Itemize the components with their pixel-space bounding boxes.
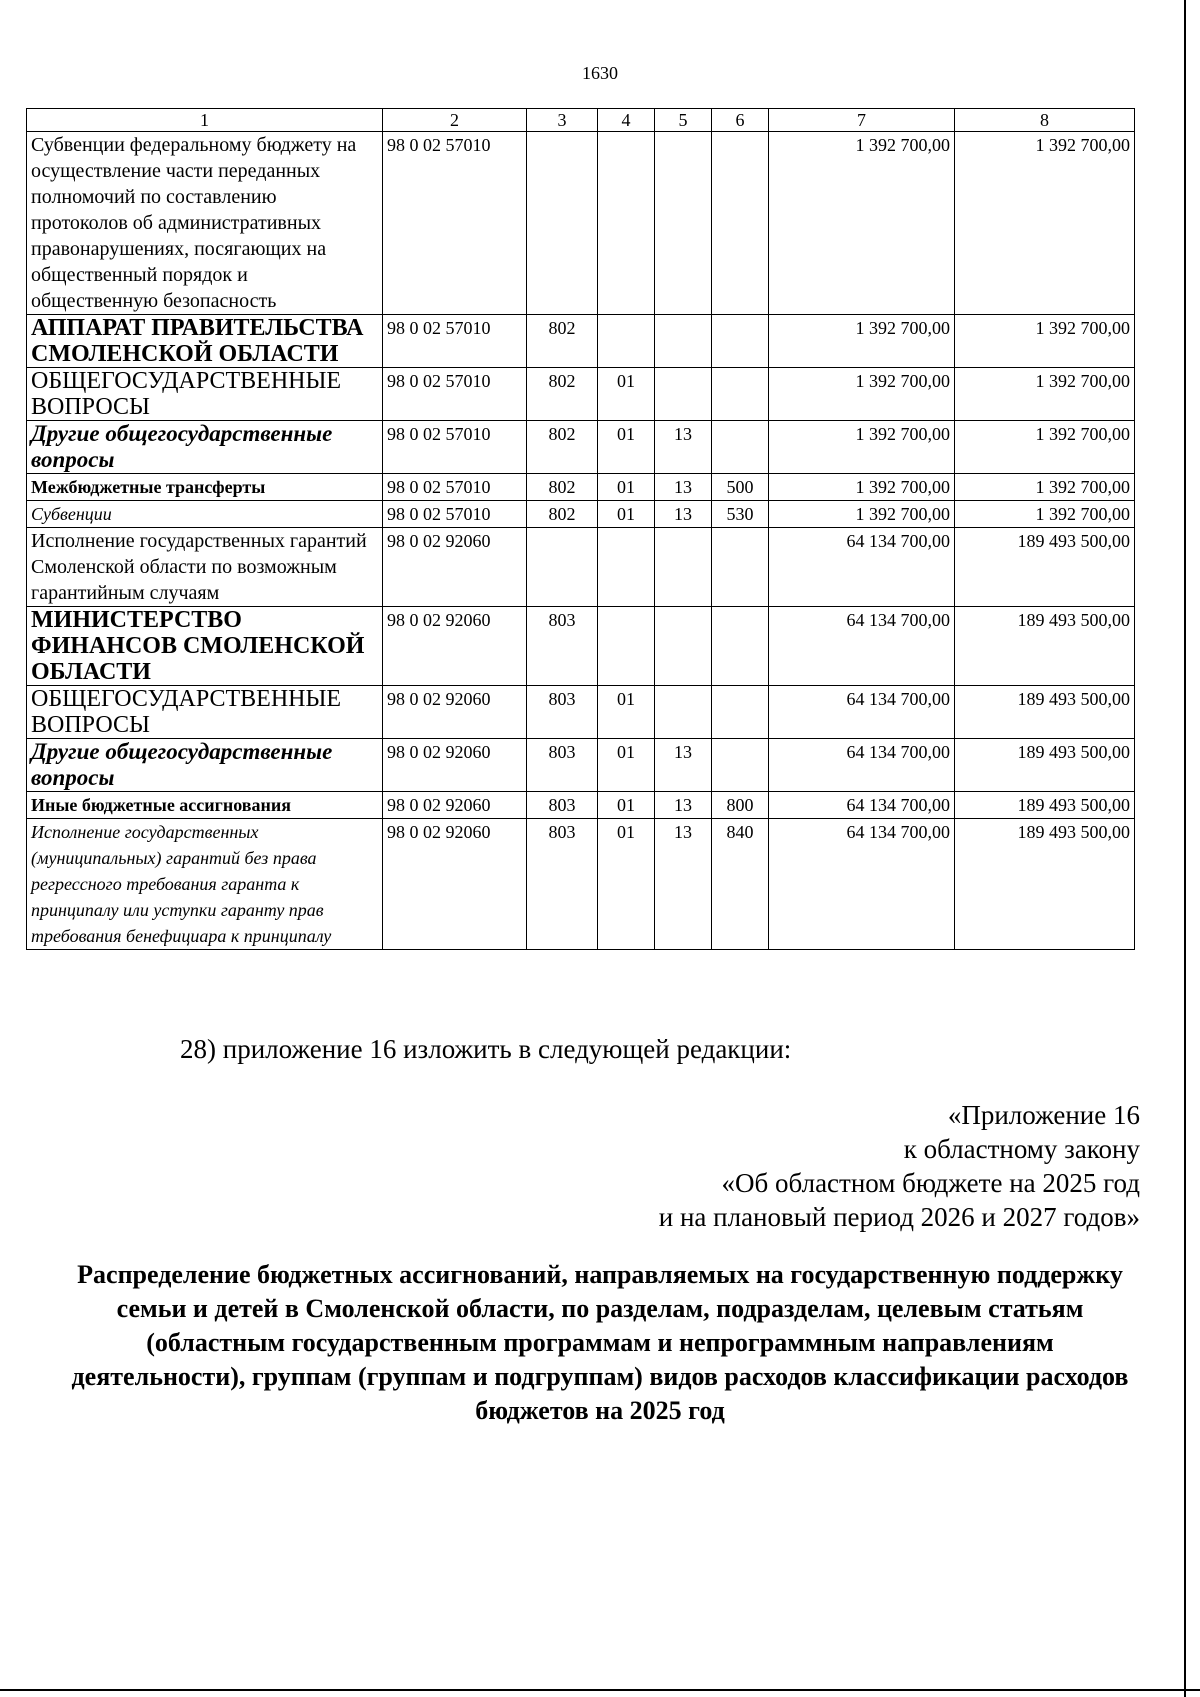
ministry-code-cell: 803 (527, 792, 598, 819)
section-heading: Распределение бюджетных ассигнований, направляемых на государственную поддержку семьи и детей в Смоленской области, по разделам, подразделам, целевым статьям (областным государственным программам и непрограммным направлениям деятельности), группам (группам и подгруппам) видов расходов классификации расходов бюджетов на 2025 год (71, 1260, 1129, 1425)
table-header-row (27, 109, 1135, 132)
amount-2027-cell: 1 392 700,00 (955, 501, 1135, 528)
target-code-cell: 98 0 02 92060 (383, 528, 527, 607)
target-code-cell: 98 0 02 92060 (383, 739, 527, 792)
target-code-cell: 98 0 02 57010 (383, 315, 527, 368)
row-name-cell: Субвенции (27, 501, 383, 528)
table-row (27, 501, 1135, 528)
section-code-cell: 01 (598, 421, 655, 474)
row-name-cell: Исполнение государственных (муниципальных) гарантий без права регрессного требования гаранта к принципалу или уступки гаранту прав требования бенефициара к принципалу (27, 819, 383, 950)
amount-2027-cell: 1 392 700,00 (955, 421, 1135, 474)
subsection-code-cell: 13 (655, 792, 712, 819)
expense-type-cell (712, 421, 769, 474)
amount-2027-cell: 189 493 500,00 (955, 819, 1135, 950)
header-cell: 2 (383, 109, 527, 132)
amount-2026-cell: 64 134 700,00 (769, 686, 955, 739)
row-name-cell: Субвенции федеральному бюджету на осуществление части переданных полномочий по составлению протоколов об административных правонарушениях, посягающих на общественный порядок и общественную безопасность (27, 132, 383, 315)
section-code-cell (598, 607, 655, 686)
section-code-cell: 01 (598, 474, 655, 501)
budget-table (26, 108, 1135, 950)
section-code-cell: 01 (598, 368, 655, 421)
header-cell: 5 (655, 109, 712, 132)
appendix-line: и на плановый период 2026 и 2027 годов» (658, 1202, 1140, 1232)
table-row (27, 315, 1135, 368)
table-row (27, 792, 1135, 819)
table-body (27, 132, 1135, 950)
amount-2027-cell: 1 392 700,00 (955, 132, 1135, 315)
expense-type-cell (712, 528, 769, 607)
header-cell: 3 (527, 109, 598, 132)
row-name-cell: Иные бюджетные ассигнования (27, 792, 383, 819)
section-code-cell: 01 (598, 819, 655, 950)
subsection-code-cell: 13 (655, 739, 712, 792)
row-name-cell: Исполнение государственных гарантий Смоленской области по возможным гарантийным случаям (27, 528, 383, 607)
subsection-code-cell (655, 368, 712, 421)
ministry-code-cell: 803 (527, 686, 598, 739)
row-name-cell: Другие общегосударственные вопросы (27, 421, 383, 474)
expense-type-cell (712, 368, 769, 421)
amount-2027-cell: 189 493 500,00 (955, 607, 1135, 686)
row-name-cell: ОБЩЕГОСУДАРСТВЕННЫЕ ВОПРОСЫ (27, 686, 383, 739)
expense-type-cell (712, 686, 769, 739)
section-code-cell: 01 (598, 739, 655, 792)
ministry-code-cell (527, 528, 598, 607)
target-code-cell: 98 0 02 57010 (383, 474, 527, 501)
section-code-cell: 01 (598, 792, 655, 819)
table-row (27, 686, 1135, 739)
row-name-cell: МИНИСТЕРСТВО ФИНАНСОВ СМОЛЕНСКОЙ ОБЛАСТИ (27, 607, 383, 686)
amount-2027-cell: 1 392 700,00 (955, 474, 1135, 501)
subsection-code-cell: 13 (655, 421, 712, 474)
expense-type-cell (712, 315, 769, 368)
amount-2027-cell: 1 392 700,00 (955, 315, 1135, 368)
amount-2027-cell: 189 493 500,00 (955, 792, 1135, 819)
expense-type-cell: 530 (712, 501, 769, 528)
ministry-code-cell (527, 132, 598, 315)
header-cell: 1 (27, 109, 383, 132)
target-code-cell: 98 0 02 92060 (383, 607, 527, 686)
amount-2026-cell: 1 392 700,00 (769, 132, 955, 315)
amount-2026-cell: 64 134 700,00 (769, 792, 955, 819)
row-name-cell: Другие общегосударственные вопросы (27, 739, 383, 792)
header-cell: 7 (769, 109, 955, 132)
ministry-code-cell: 802 (527, 421, 598, 474)
table-row (27, 739, 1135, 792)
ministry-code-cell: 802 (527, 368, 598, 421)
amount-2026-cell: 64 134 700,00 (769, 739, 955, 792)
header-cell: 6 (712, 109, 769, 132)
table-row (27, 132, 1135, 315)
appendix-line: «Об областном бюджете на 2025 год (721, 1168, 1140, 1198)
ministry-code-cell: 802 (527, 501, 598, 528)
ministry-code-cell: 802 (527, 315, 598, 368)
amount-2026-cell: 64 134 700,00 (769, 607, 955, 686)
table-row (27, 474, 1135, 501)
scan-edge (0, 1689, 1200, 1691)
section-code-cell (598, 528, 655, 607)
instruction-text: 28) приложение 16 изложить в следующей редакции: (180, 1034, 792, 1064)
amount-2026-cell: 1 392 700,00 (769, 474, 955, 501)
table-row (27, 607, 1135, 686)
row-name-cell: АППАРАТ ПРАВИТЕЛЬСТВА СМОЛЕНСКОЙ ОБЛАСТИ (27, 315, 383, 368)
section-code-cell: 01 (598, 501, 655, 528)
header-cell: 8 (955, 109, 1135, 132)
subsection-code-cell (655, 315, 712, 368)
amount-2027-cell: 189 493 500,00 (955, 739, 1135, 792)
expense-type-cell (712, 607, 769, 686)
amount-2026-cell: 1 392 700,00 (769, 421, 955, 474)
target-code-cell: 98 0 02 57010 (383, 368, 527, 421)
section-code-cell (598, 315, 655, 368)
table-row (27, 528, 1135, 607)
subsection-code-cell (655, 686, 712, 739)
table-row (27, 819, 1135, 950)
amount-2027-cell: 1 392 700,00 (955, 368, 1135, 421)
appendix-line: к областному закону (903, 1134, 1140, 1164)
target-code-cell: 98 0 02 57010 (383, 421, 527, 474)
scan-edge (1184, 0, 1186, 1697)
amount-2026-cell: 64 134 700,00 (769, 819, 955, 950)
ministry-code-cell: 802 (527, 474, 598, 501)
amount-2026-cell: 64 134 700,00 (769, 528, 955, 607)
expense-type-cell (712, 739, 769, 792)
amount-2026-cell: 1 392 700,00 (769, 368, 955, 421)
ministry-code-cell: 803 (527, 607, 598, 686)
expense-type-cell: 800 (712, 792, 769, 819)
section-code-cell (598, 132, 655, 315)
amount-2027-cell: 189 493 500,00 (955, 528, 1135, 607)
amount-2026-cell: 1 392 700,00 (769, 501, 955, 528)
expense-type-cell: 500 (712, 474, 769, 501)
target-code-cell: 98 0 02 57010 (383, 132, 527, 315)
target-code-cell: 98 0 02 92060 (383, 792, 527, 819)
ministry-code-cell: 803 (527, 739, 598, 792)
subsection-code-cell (655, 528, 712, 607)
target-code-cell: 98 0 02 92060 (383, 686, 527, 739)
ministry-code-cell: 803 (527, 819, 598, 950)
expense-type-cell (712, 132, 769, 315)
appendix-line: «Приложение 16 (947, 1100, 1140, 1130)
header-cell: 4 (598, 109, 655, 132)
row-name-cell: Межбюджетные трансферты (27, 474, 383, 501)
subsection-code-cell: 13 (655, 474, 712, 501)
row-name-cell: ОБЩЕГОСУДАРСТВЕННЫЕ ВОПРОСЫ (27, 368, 383, 421)
appendix-reference (659, 1098, 1140, 1234)
subsection-code-cell: 13 (655, 819, 712, 950)
subsection-code-cell (655, 607, 712, 686)
page-number: 1630 (582, 63, 618, 83)
section-code-cell: 01 (598, 686, 655, 739)
table-row (27, 421, 1135, 474)
target-code-cell: 98 0 02 57010 (383, 501, 527, 528)
subsection-code-cell (655, 132, 712, 315)
amount-2027-cell: 189 493 500,00 (955, 686, 1135, 739)
target-code-cell: 98 0 02 92060 (383, 819, 527, 950)
table-row (27, 368, 1135, 421)
expense-type-cell: 840 (712, 819, 769, 950)
subsection-code-cell: 13 (655, 501, 712, 528)
amount-2026-cell: 1 392 700,00 (769, 315, 955, 368)
